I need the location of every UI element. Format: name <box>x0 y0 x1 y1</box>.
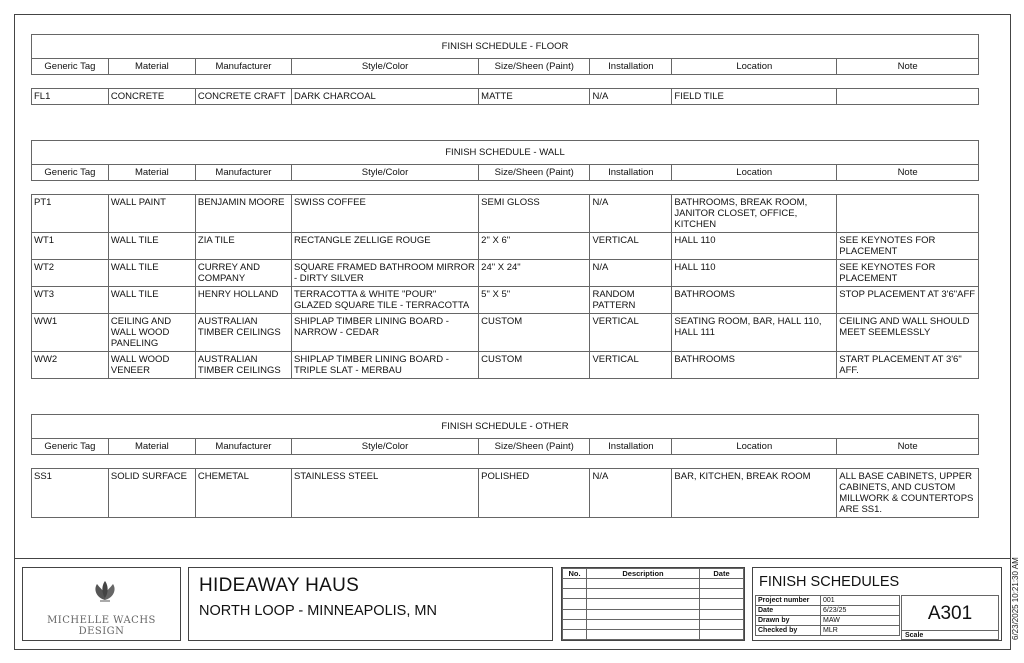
project-location: NORTH LOOP - MINNEAPOLIS, MN <box>199 603 437 619</box>
cell-size-sheen: 5" X 5" <box>479 287 590 314</box>
column-header-manufacturer: Manufacturer <box>195 165 291 181</box>
cell-manufacturer: AUSTRALIAN TIMBER CEILINGS <box>195 314 291 352</box>
cell-style-color: RECTANGLE ZELLIGE ROUGE <box>292 233 479 260</box>
cell-location: BATHROOMS <box>672 287 837 314</box>
cell-size-sheen: CUSTOM <box>479 314 590 352</box>
cell-material: WALL WOOD VENEER <box>108 352 195 379</box>
sheet-info-box <box>752 567 1002 641</box>
cell-installation: VERTICAL <box>590 314 672 352</box>
column-header-generic-tag: Generic Tag <box>32 439 109 455</box>
cell-manufacturer: AUSTRALIAN TIMBER CEILINGS <box>195 352 291 379</box>
cell-material: WALL PAINT <box>108 195 195 233</box>
cell-size-sheen: POLISHED <box>479 469 590 518</box>
cell-location: FIELD TILE <box>672 89 837 105</box>
cell-location: SEATING ROOM, BAR, HALL 110, HALL 111 <box>672 314 837 352</box>
cell-size-sheen: 24" X 24" <box>479 260 590 287</box>
cell-size-sheen: CUSTOM <box>479 352 590 379</box>
table-row <box>32 260 979 287</box>
firm-name: MICHELLE WACHS DESIGN <box>47 615 156 637</box>
table-row <box>32 287 979 314</box>
column-header-generic-tag: Generic Tag <box>32 165 109 181</box>
column-header-note: Note <box>837 439 979 455</box>
project-name: HIDEAWAY HAUS <box>199 575 360 596</box>
table-row <box>32 352 979 379</box>
cell-location: HALL 110 <box>672 260 837 287</box>
revision-table <box>561 567 745 641</box>
cell-style-color: SHIPLAP TIMBER LINING BOARD - TRIPLE SLAT - MERBAU <box>292 352 479 379</box>
cell-note <box>837 195 979 233</box>
cell-size-sheen: 2" X 6" <box>479 233 590 260</box>
rev-header-date: Date <box>700 569 744 579</box>
cell-location: BATHROOMS, BREAK ROOM, JANITOR CLOSET, OFFICE, KITCHEN <box>672 195 837 233</box>
cell-style-color: STAINLESS STEEL <box>292 469 479 518</box>
finish-schedule-floor <box>31 34 979 105</box>
cell-installation: RANDOM PATTERN <box>590 287 672 314</box>
cell-installation: N/A <box>590 260 672 287</box>
cell-material: WALL TILE <box>108 233 195 260</box>
cell-manufacturer: ZIA TILE <box>195 233 291 260</box>
cell-note: START PLACEMENT AT 3'6" AFF. <box>837 352 979 379</box>
column-header-note: Note <box>837 165 979 181</box>
cell-note: ALL BASE CABINETS, UPPER CABINETS, AND CUSTOM MILLWORK & COUNTERTOPS ARE SS1. <box>837 469 979 518</box>
cell-note: SEE KEYNOTES FOR PLACEMENT <box>837 233 979 260</box>
cell-material: CONCRETE <box>108 89 195 105</box>
cell-note <box>837 89 979 105</box>
column-header-style-color: Style/Color <box>291 59 478 75</box>
meta-label: Checked by <box>756 626 821 636</box>
column-header-generic-tag: Generic Tag <box>32 59 109 75</box>
column-header-material: Material <box>108 439 195 455</box>
table-row <box>32 469 979 518</box>
schedule-title: FINISH SCHEDULE - FLOOR <box>32 35 979 59</box>
cell-material: WALL TILE <box>108 287 195 314</box>
scale-label: Scale <box>901 630 999 640</box>
rev-header-no: No. <box>563 569 587 579</box>
sheet-number: A301 <box>901 595 999 631</box>
column-header-manufacturer: Manufacturer <box>195 59 291 75</box>
firm-logo-box <box>22 567 181 641</box>
title-block-divider <box>14 558 1011 559</box>
column-header-location: Location <box>672 439 837 455</box>
cell-generic-tag: WW2 <box>32 352 109 379</box>
cell-material: WALL TILE <box>108 260 195 287</box>
finish-schedule-wall <box>31 140 979 379</box>
sheet-title: FINISH SCHEDULES <box>759 574 900 590</box>
meta-label: Date <box>756 606 821 616</box>
project-info-box <box>188 567 553 641</box>
meta-value: 001 <box>821 596 900 606</box>
finish-schedule-other <box>31 414 979 518</box>
cell-generic-tag: WW1 <box>32 314 109 352</box>
meta-label: Project number <box>756 596 821 606</box>
cell-material: SOLID SURFACE <box>108 469 195 518</box>
meta-value: MLR <box>821 626 900 636</box>
column-header-material: Material <box>108 165 195 181</box>
cell-generic-tag: WT2 <box>32 260 109 287</box>
cell-generic-tag: WT3 <box>32 287 109 314</box>
cell-note: STOP PLACEMENT AT 3'6"AFF <box>837 287 979 314</box>
rev-header-description: Description <box>587 569 700 579</box>
cell-manufacturer: CONCRETE CRAFT <box>195 89 291 105</box>
column-header-size-sheen: Size/Sheen (Paint) <box>479 59 590 75</box>
flower-logo-icon <box>91 580 119 602</box>
cell-material: CEILING AND WALL WOOD PANELING <box>108 314 195 352</box>
cell-location: BATHROOMS <box>672 352 837 379</box>
cell-note: SEE KEYNOTES FOR PLACEMENT <box>837 260 979 287</box>
cell-size-sheen: SEMI GLOSS <box>479 195 590 233</box>
cell-manufacturer: HENRY HOLLAND <box>195 287 291 314</box>
column-header-installation: Installation <box>590 165 672 181</box>
cell-manufacturer: BENJAMIN MOORE <box>195 195 291 233</box>
cell-style-color: SHIPLAP TIMBER LINING BOARD - NARROW - CEDAR <box>292 314 479 352</box>
schedule-title: FINISH SCHEDULE - WALL <box>32 141 979 165</box>
table-row <box>32 195 979 233</box>
cell-generic-tag: SS1 <box>32 469 109 518</box>
column-header-location: Location <box>672 165 837 181</box>
cell-size-sheen: MATTE <box>479 89 590 105</box>
column-header-material: Material <box>108 59 195 75</box>
meta-label: Drawn by <box>756 616 821 626</box>
cell-note: CEILING AND WALL SHOULD MEET SEEMLESSLY <box>837 314 979 352</box>
cell-style-color: SQUARE FRAMED BATHROOM MIRROR - DIRTY SILVER <box>292 260 479 287</box>
cell-manufacturer: CURREY AND COMPANY <box>195 260 291 287</box>
cell-installation: VERTICAL <box>590 352 672 379</box>
cell-generic-tag: PT1 <box>32 195 109 233</box>
print-timestamp: 6/23/2025 10:21:30 AM <box>1011 557 1020 640</box>
meta-value: MAW <box>821 616 900 626</box>
sheet-meta-table <box>755 595 900 636</box>
column-header-installation: Installation <box>590 59 672 75</box>
column-header-size-sheen: Size/Sheen (Paint) <box>479 439 590 455</box>
column-header-style-color: Style/Color <box>291 165 478 181</box>
cell-style-color: TERRACOTTA & WHITE "POUR" GLAZED SQUARE TILE - TERRACOTTA <box>292 287 479 314</box>
column-header-style-color: Style/Color <box>291 439 478 455</box>
table-row <box>32 314 979 352</box>
schedule-title: FINISH SCHEDULE - OTHER <box>32 415 979 439</box>
cell-installation: N/A <box>590 469 672 518</box>
cell-generic-tag: WT1 <box>32 233 109 260</box>
cell-manufacturer: CHEMETAL <box>195 469 291 518</box>
table-row <box>32 233 979 260</box>
column-header-note: Note <box>837 59 979 75</box>
table-row <box>32 89 979 105</box>
cell-style-color: SWISS COFFEE <box>292 195 479 233</box>
cell-style-color: DARK CHARCOAL <box>292 89 479 105</box>
cell-installation: N/A <box>590 89 672 105</box>
column-header-manufacturer: Manufacturer <box>195 439 291 455</box>
cell-installation: N/A <box>590 195 672 233</box>
cell-generic-tag: FL1 <box>32 89 109 105</box>
column-header-installation: Installation <box>590 439 672 455</box>
cell-location: HALL 110 <box>672 233 837 260</box>
column-header-size-sheen: Size/Sheen (Paint) <box>479 165 590 181</box>
column-header-location: Location <box>672 59 837 75</box>
cell-location: BAR, KITCHEN, BREAK ROOM <box>672 469 837 518</box>
meta-value: 6/23/25 <box>821 606 900 616</box>
cell-installation: VERTICAL <box>590 233 672 260</box>
